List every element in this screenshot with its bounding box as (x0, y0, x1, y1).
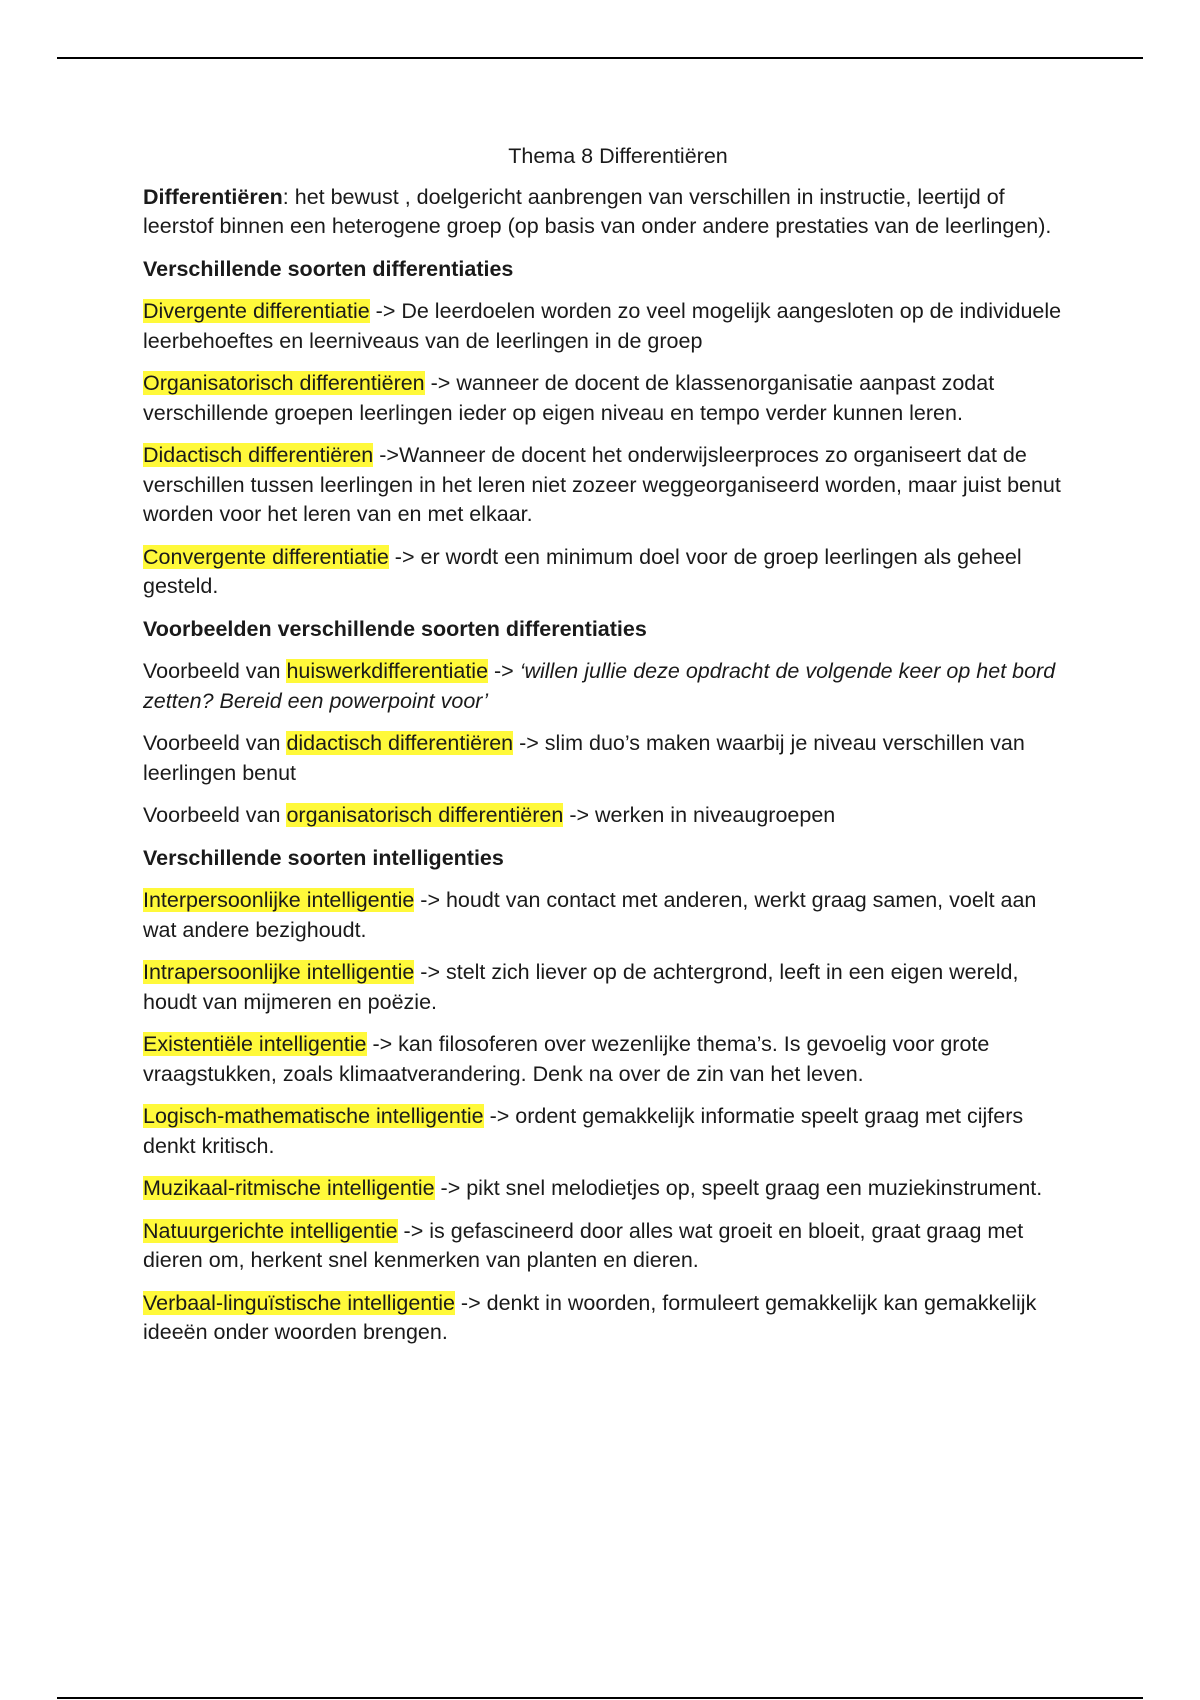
highlighted-term: Divergente differentiatie (143, 299, 370, 323)
definition-text: -> De leerdoelen worden zo veel mogelijk aangesloten op de individuele leerbehoeftes en leerniveaus van de leerlingen in de groep (143, 299, 1062, 353)
example-prefix: Voorbeeld van (143, 731, 287, 755)
top-rule (57, 57, 1143, 59)
highlighted-term: huiswerkdifferentiatie (286, 659, 489, 683)
intelligence-item (143, 1174, 1063, 1204)
document-page (143, 142, 1063, 1361)
intelligence-text: -> is gefascineerd door alles wat groeit en bloeit, graat graag met dieren om, herkent snel kenmerken van planten en dieren. (143, 1218, 1024, 1272)
definition-text: -> er wordt een minimum doel voor de groep leerlingen als geheel gesteld. (143, 544, 1022, 598)
highlighted-term: Intrapersoonlijke intelligentie (143, 960, 415, 984)
highlighted-term: Muzikaal-ritmische intelligentie (143, 1176, 435, 1200)
highlighted-term: Convergente differentiatie (143, 544, 389, 569)
example-text: -> werken in niveaugroepen (563, 803, 836, 827)
definition-item (143, 441, 1063, 530)
definition-item (143, 297, 1063, 356)
definition-text: ->Wanneer de docent het onderwijsleerproces zo organiseert dat de verschillen tussen leerlingen in het leren niet zozeer weggeorganiseerd worden, maar juist benut worden voor het leren van en met elkaar. (143, 443, 1061, 526)
definition-text: -> wanneer de docent de klassenorganisatie aanpast zodat verschillende groepen leerlingen ieder op eigen niveau en tempo verder kunnen leren. (143, 371, 995, 425)
highlighted-term: Didactisch differentiëren (143, 443, 374, 467)
intro-term: Differentiëren (143, 184, 283, 209)
intelligence-item (143, 886, 1063, 945)
highlighted-term: Interpersoonlijke intelligentie (143, 888, 415, 912)
intelligence-item (143, 1102, 1063, 1161)
section-heading-intelligenties: Verschillende soorten intelligenties (143, 845, 504, 870)
highlighted-term: Natuurgerichte intelligentie (143, 1218, 398, 1243)
intelligence-item (143, 1289, 1063, 1348)
example-arrow: -> (488, 659, 520, 683)
intelligence-text: -> denkt in woorden, formuleert gemakkelijk kan gemakkelijk ideeën onder woorden brengen. (143, 1290, 1037, 1344)
highlighted-term: Organisatorisch differentiëren (143, 371, 425, 395)
example-text: -> slim duo’s maken waarbij je niveau verschillen van leerlingen benut (143, 731, 1025, 785)
page-title: Thema 8 Differentiëren (508, 144, 728, 168)
example-item (143, 657, 1063, 716)
intro-text: : het bewust , doelgericht aanbrengen van verschillen in instructie, leertijd of leerstof binnen een heterogene groep (op basis van onder andere prestaties van de leerlingen). (143, 184, 1052, 238)
highlighted-term: Verbaal-linguïstische intelligentie (143, 1290, 455, 1315)
intelligence-item (143, 1217, 1063, 1276)
bottom-rule (57, 1697, 1143, 1699)
section-heading-voorbeelden: Voorbeelden verschillende soorten differentiaties (143, 616, 647, 641)
definition-item (143, 543, 1063, 602)
intelligence-text: -> houdt van contact met anderen, werkt graag samen, voelt aan wat andere bezighoudt. (143, 888, 1037, 942)
intelligence-item (143, 1030, 1063, 1089)
example-item (143, 729, 1063, 788)
intelligence-text: -> kan filosoferen over wezenlijke thema’s. Is gevoelig voor grote vraagstukken, zoals klimaatverandering. Denk na over de zin van het leven. (143, 1032, 990, 1086)
highlighted-term: Existentiële intelligentie (143, 1032, 367, 1056)
intelligence-text: -> stelt zich liever op de achtergrond, leeft in een eigen wereld, houdt van mijmeren en poëzie. (143, 960, 1019, 1014)
example-quote: ‘willen jullie deze opdracht de volgende keer op het bord zetten? Bereid een powerpoint voor’ (143, 659, 1056, 713)
intelligence-text: -> pikt snel melodietjes op, speelt graag een muziekinstrument. (434, 1176, 1043, 1200)
intro-paragraph (143, 183, 1063, 242)
definition-item (143, 369, 1063, 428)
example-prefix: Voorbeeld van (143, 659, 287, 683)
highlighted-term: didactisch differentiëren (286, 731, 514, 755)
intelligence-item (143, 958, 1063, 1017)
section-heading-differentiaties: Verschillende soorten differentiaties (143, 256, 514, 281)
intelligence-text: -> ordent gemakkelijk informatie speelt graag met cijfers denkt kritisch. (143, 1104, 1024, 1158)
highlighted-term: organisatorisch differentiëren (286, 803, 564, 827)
example-prefix: Voorbeeld van (143, 803, 287, 827)
example-item (143, 801, 1063, 831)
highlighted-term: Logisch-mathematische intelligentie (143, 1104, 484, 1128)
